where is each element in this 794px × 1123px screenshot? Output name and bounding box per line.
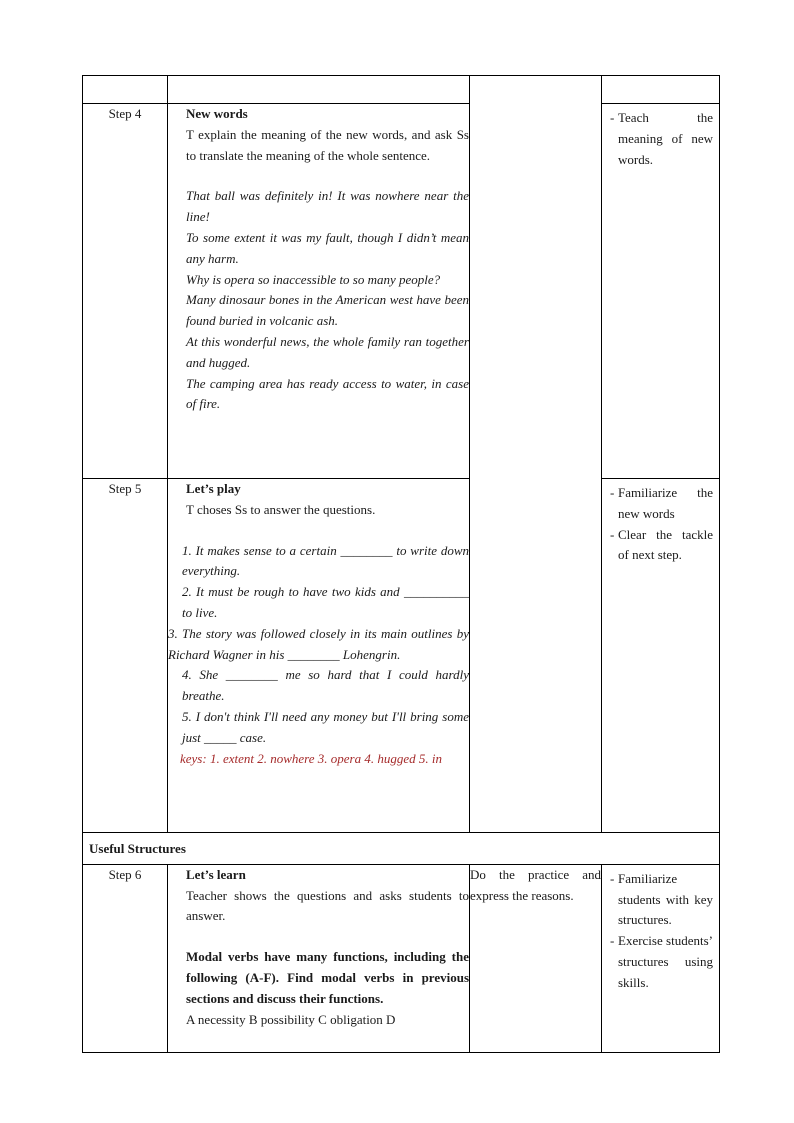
note-item: - Teach the meaning of new words. [610, 110, 713, 167]
answer-keys: keys: 1. extent 2. nowhere 3. opera 4. hugged 5. in [180, 750, 442, 766]
header-row [83, 76, 720, 104]
step6-options: A necessity B possibility C obligation D [186, 1011, 396, 1027]
step6-title: Let’s learn [186, 866, 246, 882]
step5-label: Step 5 [83, 479, 168, 833]
sentence: Why is opera so inaccessible to so many people? [186, 271, 441, 287]
step4-title: New words [186, 106, 248, 121]
note-item: - Familiarize the new words [610, 485, 713, 521]
step6-intro: Teacher shows the questions and asks students to answer. [186, 887, 469, 924]
header-cell-1 [83, 76, 168, 104]
section-row [83, 833, 720, 865]
step5-notes [602, 479, 720, 833]
sentence: At this wonderful news, the whole family ran together and hugged. [186, 333, 469, 370]
step5-content [168, 479, 470, 833]
step6-notes [602, 864, 720, 1052]
sentence: That ball was definitely in! It was nowhere near the line! [186, 188, 469, 225]
question: 1. It makes sense to a certain ________ to write down everything. [182, 542, 469, 579]
step4-content [168, 104, 470, 479]
question: 4. She ________ me so hard that I could hardly breathe. [182, 667, 469, 704]
header-cell-2 [168, 76, 470, 104]
step6-content [168, 864, 470, 1052]
question: 3. The story was followed closely in its main outlines by Richard Wagner in his ________ Lohengrin. [168, 625, 469, 662]
sentence: To some extent it was my fault, though I didn’t mean any harm. [186, 229, 469, 266]
step6-task: Modal verbs have many functions, including the following (A-F). Find modal verbs in previous sections and discuss their functions. [186, 949, 469, 1006]
sentence: Many dinosaur bones in the American west have been found buried in volcanic ash. [186, 292, 469, 329]
step4-label: Step 4 [83, 104, 168, 479]
note-item: - Exercise students’ structures using skills. [610, 933, 713, 990]
step4-notes [602, 104, 720, 479]
activity-cell-merged [470, 76, 602, 833]
header-cell-4 [602, 76, 720, 104]
question: 2. It must be rough to have two kids and __________ to live. [182, 584, 469, 620]
note-item: - Clear the tackle of next step. [610, 526, 713, 563]
step6-row [83, 864, 720, 1052]
step4-intro: T explain the meaning of the new words, and ask Ss to translate the meaning of the whole sentence. [186, 126, 469, 163]
step6-label: Step 6 [83, 864, 168, 1052]
step5-row [83, 479, 720, 833]
lesson-table [82, 75, 720, 1053]
step4-row [83, 104, 720, 479]
step5-title: Let’s play [186, 481, 241, 496]
step5-intro: T choses Ss to answer the questions. [186, 501, 376, 517]
question: 5. I don't think I'll need any money but I'll bring some just _____ case. [182, 708, 469, 745]
sentence: The camping area has ready access to water, in case of fire. [186, 375, 469, 412]
note-item: - Familiarize students with key structures. [610, 870, 713, 928]
step6-activity: Do the practice and express the reasons. [470, 864, 602, 1052]
section-title: Useful Structures [83, 833, 720, 865]
